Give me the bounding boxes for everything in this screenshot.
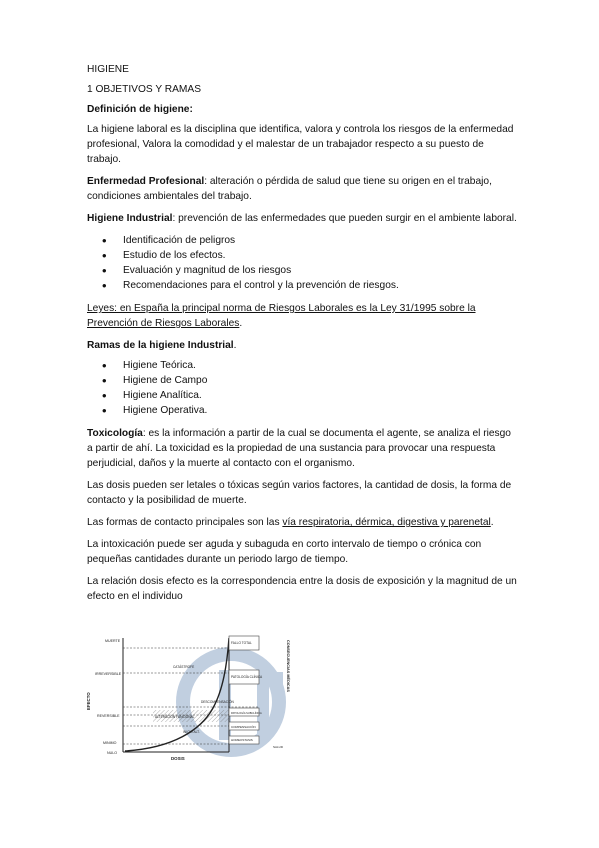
relacion-paragraph: La relación dosis efecto es la correspondencia entre la dosis de exposición y la magnitud de un efecto en el individuo <box>87 576 517 602</box>
ramas-label: Ramas de la higiene Industrial <box>87 340 234 351</box>
left-label-irreversible: IRREVERSIBLE <box>95 672 122 676</box>
document-page <box>87 62 517 611</box>
list-item: • Evaluación y magnitud de los riesgos <box>87 263 517 278</box>
leyes-end: . <box>239 318 243 329</box>
ramas-end: . <box>233 340 237 351</box>
right-label-homeostasis: HOMEOSTASIS <box>231 738 253 742</box>
higiene-industrial-paragraph <box>87 211 517 226</box>
right-label-salud: SALUD <box>273 745 284 749</box>
inner-label-descompensacion: DESCOMPENSACIÓN <box>201 700 234 704</box>
definition-paragraph: La higiene laboral es la disciplina que identifica, valora y controla los riesgos de la enfermedad profesional, Valora la comodidad y el malestar de un trabajador respecto a su puesto de trabajo. <box>87 124 514 165</box>
toxicologia-label: Toxicología <box>87 428 143 439</box>
intoxicacion-paragraph: La intoxicación puede ser aguda y subaguda en corto intervalo de tiempo o crónica con pequeñas cantidades durante un periodo largo de tiempo. <box>87 539 482 565</box>
higiene-industrial-label: Higiene Industrial <box>87 213 173 224</box>
higiene-industrial-list <box>87 233 517 293</box>
left-label-muerte: MUERTE <box>105 639 121 643</box>
higiene-industrial-text: : prevención de las enfermedades que pueden surgir en el ambiente laboral. <box>172 213 517 224</box>
left-label-nulo: NULO <box>107 751 117 755</box>
list-item: • Higiene Analítica. <box>87 388 517 403</box>
inner-label-catastrofe: CATÁSTROFE <box>173 665 195 669</box>
list-item: • Estudio de los efectos. <box>87 248 517 263</box>
list-item: • Higiene de Campo <box>87 373 517 388</box>
formas-paragraph <box>87 515 517 530</box>
doc-title: HIGIENE <box>87 64 129 75</box>
ramas-heading <box>87 338 517 353</box>
inner-label-alteracion: ALTERACIÓN FUNCIONAL <box>155 715 195 719</box>
list-item: • Identificación de peligros <box>87 233 517 248</box>
formas-prefix: Las formas de contacto principales son las <box>87 517 283 528</box>
left-label-minimo: MINIMO <box>103 741 117 745</box>
ramas-list <box>87 358 517 418</box>
definition-heading: Definición de higiene: <box>87 104 193 115</box>
x-axis-title: DOSIS <box>171 756 185 761</box>
leyes-link[interactable]: Leyes: en España la principal norma de Riesgos Laborales es la Ley 31/1995 sobre la Prevención de Riesgos Laborales <box>87 303 476 329</box>
dose-effect-svg <box>83 630 328 763</box>
dose-effect-figure <box>83 630 328 763</box>
right-label-patologia-clinica: PATOLOGÍA CLÍNICA <box>231 675 263 679</box>
section-heading: 1 OBJETIVOS Y RAMAS <box>87 84 201 95</box>
list-item: • Higiene Operativa. <box>87 403 517 418</box>
y-axis-title: EFECTO <box>86 692 91 710</box>
left-label-reversible: REVERSIBLE <box>97 714 120 718</box>
enfermedad-text: : alteración o pérdida de salud que tiene su origen en el trabajo, condiciones ambientales del trabajo. <box>87 176 492 202</box>
right-label-fallo: FALLO TOTAL <box>231 641 252 645</box>
toxicologia-paragraph <box>87 426 517 471</box>
formas-link[interactable]: vía respiratoria, dérmica, digestiva y parenetal <box>282 517 491 528</box>
toxicologia-text: : es la información a partir de la cual se documenta el agente, se analiza el riesgo a partir de ahí. La toxicidad es la propiedad de una sustancia para provocar una respuesta perjudicial, daños y la muerte al contacto con el organismo. <box>87 428 511 469</box>
right-label-compensacion: COMPENSACIÓN <box>231 725 256 729</box>
enfermedad-paragraph <box>87 174 517 204</box>
dosis-paragraph: Las dosis pueden ser letales o tóxicas según varios factores, la cantidad de dosis, la forma de contacto y la posibilidad de muerte. <box>87 480 512 506</box>
leyes-paragraph <box>87 301 517 331</box>
list-item: • Recomendaciones para el control y la prevención de riesgos. <box>87 278 517 293</box>
list-item: • Higiene Teórica. <box>87 358 517 373</box>
enfermedad-label: Enfermedad Profesional <box>87 176 205 187</box>
formas-suffix: . <box>490 517 494 528</box>
right-label-patologia-subclinica: PATOLOGÍA SUBCLÍNICA <box>231 712 262 715</box>
right-axis-title: CONSECUENCIAS MÉDICAS <box>286 640 290 692</box>
inner-label-inicio: INICIO ALT. <box>183 730 200 734</box>
